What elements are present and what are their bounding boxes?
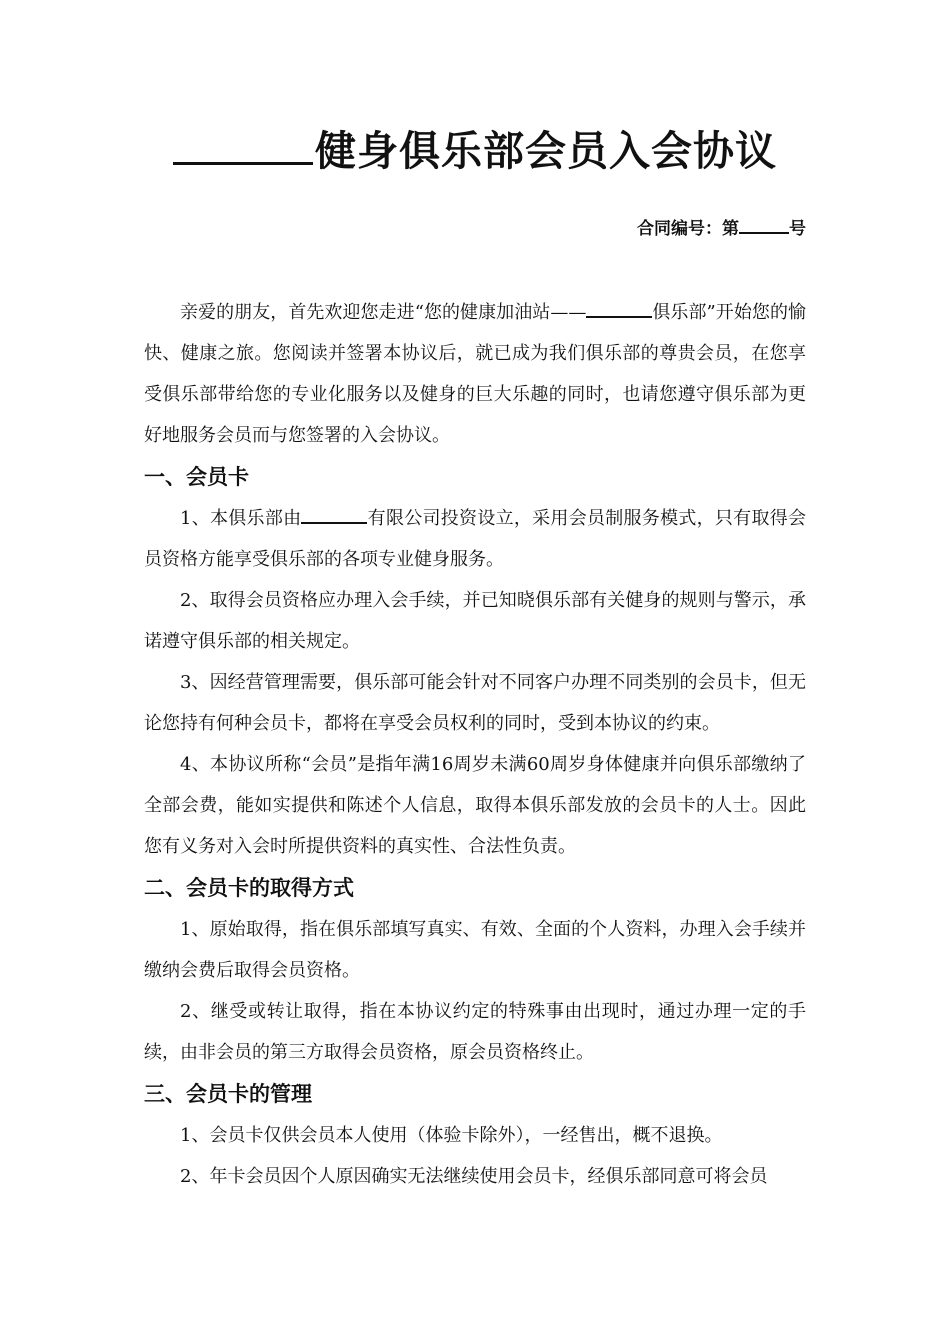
contract-suffix: 号	[789, 219, 806, 239]
section3-item2: 2、年卡会员因个人原因确实无法继续使用会员卡，经俱乐部同意可将会员	[180, 1166, 768, 1187]
document-body	[144, 292, 806, 1197]
section2-heading: 二、会员卡的取得方式	[144, 876, 354, 900]
section1-item1: 1、本俱乐部由 有限公司投资设立，采用会员制服务模式，只有取得会员资格方能享受俱乐部的各项专业健身服务。	[144, 498, 806, 580]
section3-item1: 1、会员卡仅供会员本人使用（体验卡除外），一经售出，概不退换。	[180, 1125, 723, 1146]
contract-prefix: 合同编号：第	[637, 219, 739, 239]
intro-club-blank	[586, 299, 652, 318]
section1-heading: 一、会员卡	[144, 465, 249, 489]
intro-paragraph: 亲爱的朋友，首先欢迎您走进“您的健康加油站—— 俱乐部”开始您的愉快、健康之旅。您阅读并签署本协议后，就已成为我们俱乐部的尊贵会员，在您享受俱乐部带给您的专业化服务以及健身的巨大乐趣的同时，也请您遵守俱乐部为更好地服务会员而与您签署的入会协议。	[144, 292, 806, 456]
club-name-blank	[173, 126, 313, 165]
contract-number	[637, 214, 806, 239]
section3-heading: 三、会员卡的管理	[144, 1082, 312, 1106]
section1-item4: 4、本协议所称“会员”是指年满16周岁未满60周岁身体健康并向俱乐部缴纳了全部会费，能如实提供和陈述个人信息，取得本俱乐部发放的会员卡的人士。因此您有义务对入会时所提供资料的真实性、合法性负责。	[144, 754, 806, 857]
title-text: 健身俱乐部会员入会协议	[315, 127, 777, 175]
section1-item3: 3、因经营管理需要，俱乐部可能会针对不同客户办理不同类别的会员卡，但无论您持有何种会员卡，都将在享受会员权利的同时，受到本协议的约束。	[144, 672, 806, 734]
section2-item1: 1、原始取得，指在俱乐部填写真实、有效、全面的个人资料，办理入会手续并缴纳会费后取得会员资格。	[144, 919, 806, 981]
company-name-blank	[301, 505, 367, 524]
contract-number-blank	[739, 216, 789, 234]
section1-item2: 2、取得会员资格应办理入会手续，并已知晓俱乐部有关健身的规则与警示，承诺遵守俱乐部的相关规定。	[144, 590, 806, 652]
section2-item2: 2、继受或转让取得，指在本协议约定的特殊事由出现时，通过办理一定的手续，由非会员的第三方取得会员资格，原会员资格终止。	[144, 1001, 806, 1063]
document-title	[0, 118, 950, 177]
